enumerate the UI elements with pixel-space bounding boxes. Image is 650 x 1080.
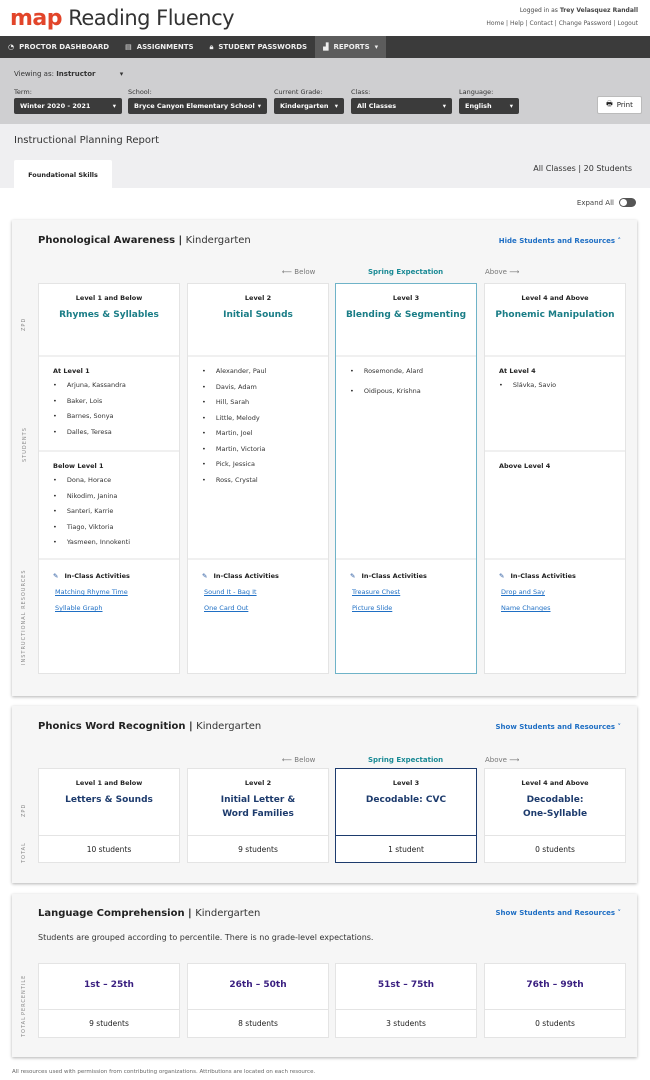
student-item: • Dalles, Teresa (53, 428, 179, 444)
resource-link[interactable]: Name Changes (501, 604, 551, 612)
percentile-column (38, 963, 180, 1038)
link-logout[interactable]: Logout (617, 20, 638, 27)
level-column: Level 1 and Below Letters & Sounds 10 students (38, 768, 180, 863)
footer-attribution: All resources used with permission from contributing organizations. Attributions are located on each resource. (12, 1069, 316, 1075)
resource-link[interactable]: Picture Slide (352, 604, 393, 612)
resource-link[interactable]: Treasure Chest (352, 588, 401, 596)
student-item: • Nikodim, Janina (53, 492, 179, 508)
student-count: 8 students (188, 1009, 328, 1038)
student-item: • Little, Melody (202, 414, 328, 430)
above-label: Above ⟶ (485, 756, 520, 764)
skill-link[interactable]: Initial Sounds (223, 310, 293, 320)
spring-expectation-label: Spring Expectation (368, 756, 444, 764)
resources-label: INSTRUCTIONAL RESOURCES (21, 569, 27, 665)
student-item: • Martin, Victoria (202, 445, 328, 461)
lock-icon: 🔒︎ (209, 42, 214, 51)
phonological-awareness-card (12, 220, 637, 696)
show-students-resources-link[interactable]: Show Students and Resources ˅ (495, 723, 621, 731)
student-item: • Pick, Jessica (202, 460, 328, 476)
nav-proctor-dashboard[interactable]: ◔ PROCTOR DASHBOARD (8, 43, 110, 51)
grade-select[interactable]: Kindergarten ▾ (274, 98, 344, 114)
resource-link[interactable]: Drop and Say (501, 588, 545, 596)
above-label: Above ⟶ (485, 268, 520, 276)
student-count: 9 students (39, 1009, 179, 1038)
printer-icon: 🖶 (606, 99, 613, 108)
students-label: STUDENTS (22, 427, 28, 462)
students-section (188, 355, 328, 558)
student-count: 0 students (485, 1009, 625, 1038)
student-item: • Alexander, Paul (202, 367, 328, 383)
percentile-range[interactable]: 51st – 75th (377, 980, 435, 990)
logo[interactable]: map Reading Fluency (10, 6, 235, 31)
zpd-label: ZPD (21, 317, 27, 331)
toggle-switch[interactable] (619, 198, 636, 207)
percentile-column (335, 963, 477, 1038)
class-summary: All Classes | 20 Students (533, 164, 632, 173)
main-nav (0, 36, 650, 58)
zpd-label: ZPD (21, 803, 27, 817)
student-count: 3 students (336, 1009, 476, 1038)
resources-section: ✎ In-Class Activities Matching Rhyme Time Syllable Graph (39, 558, 179, 612)
student-count: 10 students (39, 835, 179, 863)
print-button[interactable]: 🖶 Print (597, 96, 642, 114)
level-column: Level 1 and Below Rhymes & Syllables At Level 1 • Arjuna, Kassandra • Baker, Lois • Barnes, Sonya • Dalles, Teresa Below Level 1 • Dona, Horace • Nikodim, Janina • Santeri, Karrie • Tiago, Viktoria • Yasmeen, Innokenti ✎ In-Class Activities Matching Rhyme Time Syllable Graph (38, 283, 180, 674)
students-section: Above Level 4 (485, 450, 625, 558)
header-links: Home | Help | Contact | Change Password | Logout (486, 20, 638, 27)
student-item: • Ross, Crystal (202, 476, 328, 492)
student-item: • Santeri, Karrie (53, 507, 179, 523)
pencil-icon: ✎ (53, 572, 59, 580)
hide-students-resources-link[interactable]: Hide Students and Resources ˄ (498, 237, 621, 245)
login-info: Logged in as Trey Velasquez Randall (519, 7, 638, 14)
class-filter: Class: All Classes ▾ (351, 88, 452, 114)
app-header (0, 0, 650, 36)
nav-reports[interactable]: ▟ REPORTS ▾ (315, 36, 386, 58)
dashboard-icon: ◔ (8, 43, 15, 51)
skill-link[interactable]: Decodable: One-Syllable (522, 795, 588, 819)
link-contact[interactable]: Contact (529, 20, 553, 27)
level-column: Level 4 and Above Phonemic Manipulation At Level 4 • Slávka, Savio Above Level 4 ✎ In-Class Activities Drop and Say Name Changes (484, 283, 626, 674)
chevron-down-icon: ▾ (119, 70, 124, 78)
percentile-column (187, 963, 329, 1038)
viewing-as-select[interactable]: Viewing as: Instructor ▾ (14, 70, 124, 78)
total-label: TOTAL (21, 842, 27, 863)
level-column-expected: Level 3 Decodable: CVC 1 student (335, 768, 477, 863)
grade-filter: Current Grade: Kindergarten ▾ (274, 88, 344, 114)
student-item: • Yasmeen, Innokenti (53, 538, 179, 554)
expand-all-toggle[interactable]: Expand All (577, 198, 636, 207)
student-item: • Barnes, Sonya (53, 412, 179, 428)
percentile-range[interactable]: 1st – 25th (84, 980, 134, 990)
resource-link[interactable]: Matching Rhyme Time (55, 588, 128, 596)
skill-link[interactable]: Decodable: CVC (365, 795, 447, 805)
link-change-password[interactable]: Change Password (558, 20, 612, 27)
nav-assignments[interactable]: ▤ ASSIGNMENTS (125, 43, 194, 51)
percentile-range[interactable]: 76th – 99th (526, 980, 584, 990)
percentile-column (484, 963, 626, 1038)
spring-expectation-label: Spring Expectation (368, 268, 444, 276)
phonics-word-recognition-card (12, 706, 637, 883)
school-select[interactable]: Bryce Canyon Elementary School ▾ (128, 98, 267, 114)
below-label: ⟵ Below (282, 756, 316, 764)
language-comprehension-card (12, 894, 637, 1057)
total-label: TOTAL (21, 1016, 27, 1037)
student-item: • Arjuna, Kassandra (53, 381, 179, 397)
level-column: Level 2 Initial Sounds • Alexander, Paul • Davis, Adam • Hill, Sarah • Little, Melody • Martin, Joel • Martin, Victoria • Pick, Jessica • Ross, Crystal ✎ In-Class Activities Sound It - Bag It One Card Out (187, 283, 329, 674)
resources-section: ✎ In-Class Activities Treasure Chest Picture Slide (336, 558, 476, 612)
student-count: 0 students (485, 835, 625, 863)
link-help[interactable]: Help (509, 20, 524, 27)
term-filter: Term: Winter 2020 - 2021 ▾ (14, 88, 122, 114)
page-title: Instructional Planning Report (14, 135, 160, 146)
level-column: Level 2 Initial Letter & Word Families 9 students (187, 768, 329, 863)
grouping-description: Students are grouped according to percentile. There is no grade-level expectations. (38, 933, 374, 942)
pencil-icon: ✎ (499, 572, 505, 580)
resource-link[interactable]: One Card Out (204, 604, 249, 612)
resource-link[interactable]: Sound It - Bag It (204, 588, 257, 596)
card-title: Phonics Word Recognition | Kindergarten (38, 721, 262, 732)
pencil-icon: ✎ (350, 572, 356, 580)
resources-section: ✎ In-Class Activities Sound It - Bag It One Card Out (188, 558, 328, 612)
students-section: Below Level 1 • Dona, Horace • Nikodim, Janina • Santeri, Karrie • Tiago, Viktoria • Yasmeen, Innokenti (39, 450, 179, 558)
nav-student-passwords[interactable]: 🔒︎ STUDENT PASSWORDS (209, 42, 308, 51)
student-item: • Dona, Horace (53, 476, 179, 492)
student-item: • Slávka, Savio (499, 381, 625, 397)
student-item: • Martin, Joel (202, 429, 328, 445)
resources-section: ✎ In-Class Activities Drop and Say Name Changes (485, 558, 625, 612)
student-item: • Oidipous, Krishna (350, 387, 476, 403)
language-filter: Language: English ▾ (459, 88, 519, 114)
skill-link[interactable]: Letters & Sounds (65, 795, 153, 805)
card-title: Phonological Awareness | Kindergarten (38, 235, 251, 246)
student-item: • Tiago, Viktoria (53, 523, 179, 539)
pencil-icon: ✎ (202, 572, 208, 580)
class-select[interactable]: All Classes ▾ (351, 98, 452, 114)
student-item: • Hill, Sarah (202, 398, 328, 414)
student-item: • Baker, Lois (53, 397, 179, 413)
percentile-range[interactable]: 26th – 50th (229, 980, 287, 990)
clipboard-icon: ▤ (125, 43, 132, 51)
student-item: • Davis, Adam (202, 383, 328, 399)
skill-link[interactable]: Rhymes & Syllables (59, 310, 159, 320)
level-column-expected: Level 3 Blending & Segmenting • Rosemonde, Alard • Oidipous, Krishna ✎ In-Class Activities Treasure Chest Picture Slide (335, 283, 477, 674)
level-column: Level 4 and Above Decodable: One-Syllable 0 students (484, 768, 626, 863)
card-title: Language Comprehension | Kindergarten (38, 908, 261, 919)
skill-link[interactable]: Initial Letter & Word Families (220, 795, 296, 819)
tab-foundational-skills[interactable]: Foundational Skills (14, 160, 112, 189)
skill-link[interactable]: Phonemic Manipulation (495, 310, 615, 320)
skill-link[interactable]: Blending & Segmenting (345, 310, 467, 320)
school-filter: School: Bryce Canyon Elementary School ▾ (128, 88, 267, 114)
students-section: At Level 1 • Arjuna, Kassandra • Baker, Lois • Barnes, Sonya • Dalles, Teresa (39, 355, 179, 450)
show-students-resources-link[interactable]: Show Students and Resources ˅ (495, 909, 621, 917)
reports-icon: ▟ (323, 43, 329, 51)
below-label: ⟵ Below (282, 268, 316, 276)
student-count: 1 student (336, 835, 476, 863)
resource-link[interactable]: Syllable Graph (55, 604, 103, 612)
percentile-label: PERCENTILE (21, 974, 27, 1015)
term-select[interactable]: Winter 2020 - 2021 ▾ (14, 98, 122, 114)
students-section (336, 355, 476, 558)
student-item: • Rosemonde, Alard (350, 367, 476, 387)
language-select[interactable]: English ▾ (459, 98, 519, 114)
student-count: 9 students (188, 835, 328, 863)
chevron-down-icon: ▾ (374, 43, 379, 51)
students-section: At Level 4 • Slávka, Savio (485, 355, 625, 450)
link-home[interactable]: Home (486, 20, 505, 27)
